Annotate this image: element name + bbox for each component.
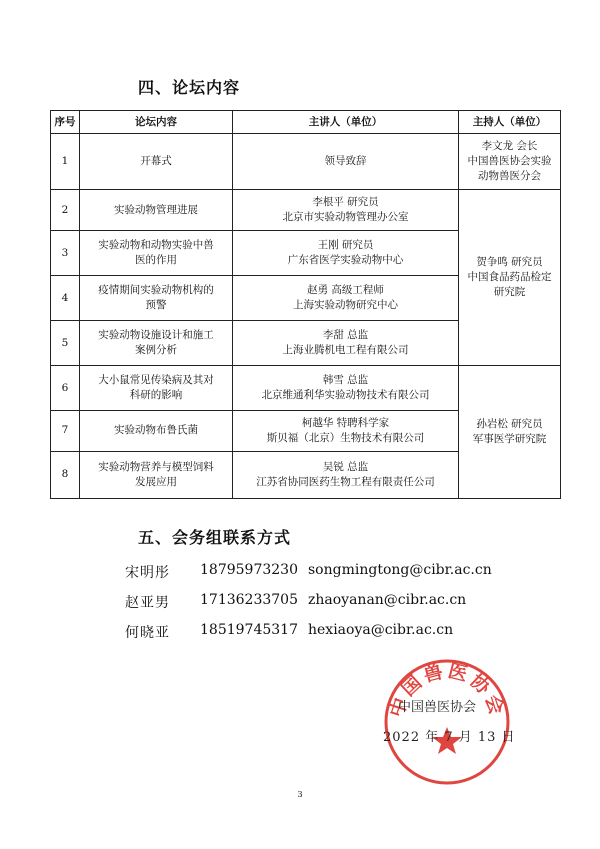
seal-text: 中国兽医协会 [385,659,509,721]
topic-line: 发展应用 [135,475,177,488]
topic-line: 开幕式 [140,155,172,168]
row-speaker [233,321,459,366]
row-topic [80,134,233,190]
row-topic [80,276,233,321]
row-speaker [233,134,459,190]
contact-email: songmingtong@cibr.ac.cn [308,562,492,578]
host-line: 孙岩松 研究员 [476,418,543,431]
topic-line: 实验动物设施设计和施工 [98,329,214,342]
header-speaker: 主讲人（单位） [233,111,459,134]
row-no: 5 [51,321,80,366]
contact-name: 何晓亚 [125,625,170,641]
row-topic [80,366,233,411]
speaker-line: 上海实验动物研究中心 [293,299,398,312]
contact-row [125,592,525,622]
speaker-line: 斯贝福（北京）生物技术有限公司 [266,431,425,444]
host-line: 贺争鸣 研究员 [476,256,543,269]
section-heading-contacts: 五、会务组联系方式 [138,528,292,547]
speaker-line: 领导致辞 [324,155,367,168]
contact-email: zhaoyanan@cibr.ac.cn [308,592,467,608]
topic-line: 实验动物营养与模型饲料 [98,460,214,473]
speaker-line: 李甜 总监 [322,329,369,342]
row-speaker [233,411,459,452]
table-header-row [51,111,561,134]
forum-table [50,110,561,499]
row-speaker [233,451,459,498]
signature-block [383,693,516,753]
contact-row [125,622,525,652]
row-no: 7 [51,411,80,452]
contact-email: hexiaoya@cibr.ac.cn [308,622,454,638]
speaker-line: 江苏省协同医药生物工程有限责任公司 [256,475,435,488]
topic-line: 实验动物布鲁氏菌 [114,424,198,437]
host-line: 中国兽医协会实验 [467,155,552,168]
topic-line: 实验动物和动物实验中兽 [98,239,214,252]
table-row [51,134,561,190]
row-speaker [233,366,459,411]
row-speaker [233,276,459,321]
host-line: 动物兽医分会 [478,170,541,183]
host-cell [459,190,561,366]
speaker-line: 吴锐 总监 [322,460,369,473]
signature-organization: 中国兽医协会 [398,700,477,715]
contact-phone: 18795973230 [200,562,298,578]
row-no: 4 [51,276,80,321]
speaker-line: 王刚 研究员 [317,239,374,252]
row-topic [80,231,233,276]
topic-line: 科研的影响 [129,389,183,402]
topic-line: 大小鼠常见传染病及其对 [98,374,214,387]
row-topic [80,411,233,452]
row-topic [80,321,233,366]
speaker-line: 韩雪 总监 [322,374,369,387]
page-number: 3 [297,790,303,799]
row-topic [80,190,233,231]
speaker-line: 柯越华 特聘科学家 [301,416,390,429]
speaker-line: 北京市实验动物管理办公室 [282,211,409,224]
speaker-line: 北京维通利华实验动物技术有限公司 [261,389,430,402]
contact-name: 宋明彤 [125,565,170,581]
speaker-line: 赵勇 高级工程师 [307,284,384,297]
contact-phone: 18519745317 [200,622,298,638]
speaker-line: 广东省医学实验动物中心 [287,254,404,267]
row-speaker [233,190,459,231]
host-cell [459,134,561,190]
contact-phone: 17136233705 [200,592,298,608]
row-no: 6 [51,366,80,411]
header-topic: 论坛内容 [80,111,233,134]
row-topic [80,451,233,498]
speaker-line: 李根平 研究员 [312,196,379,209]
row-no: 1 [51,134,80,190]
section-heading-forum: 四、论坛内容 [138,78,241,97]
topic-line: 疫情期间实验动物机构的 [98,284,214,297]
row-no: 2 [51,190,80,231]
host-line: 中国食品药品检定 [467,271,552,284]
row-no: 8 [51,451,80,498]
topic-line: 医的作用 [135,254,177,267]
signature-date: 2022 年 7 月 13 日 [383,730,516,745]
table-row [51,190,561,231]
table-row [51,366,561,411]
contact-list [125,562,525,652]
contact-row [125,562,525,592]
topic-line: 案例分析 [135,344,177,357]
header-no: 序号 [51,111,80,134]
topic-line: 实验动物管理进展 [114,203,198,216]
host-line: 李文龙 会长 [481,140,538,153]
host-line: 研究院 [493,286,526,299]
row-no: 3 [51,231,80,276]
row-speaker [233,231,459,276]
topic-line: 预警 [145,299,167,312]
speaker-line: 上海业腾机电工程有限公司 [282,344,409,357]
header-host: 主持人（单位） [459,111,561,134]
contact-name: 赵亚男 [125,595,170,611]
host-cell [459,366,561,499]
host-line: 军事医学研究院 [472,433,547,446]
